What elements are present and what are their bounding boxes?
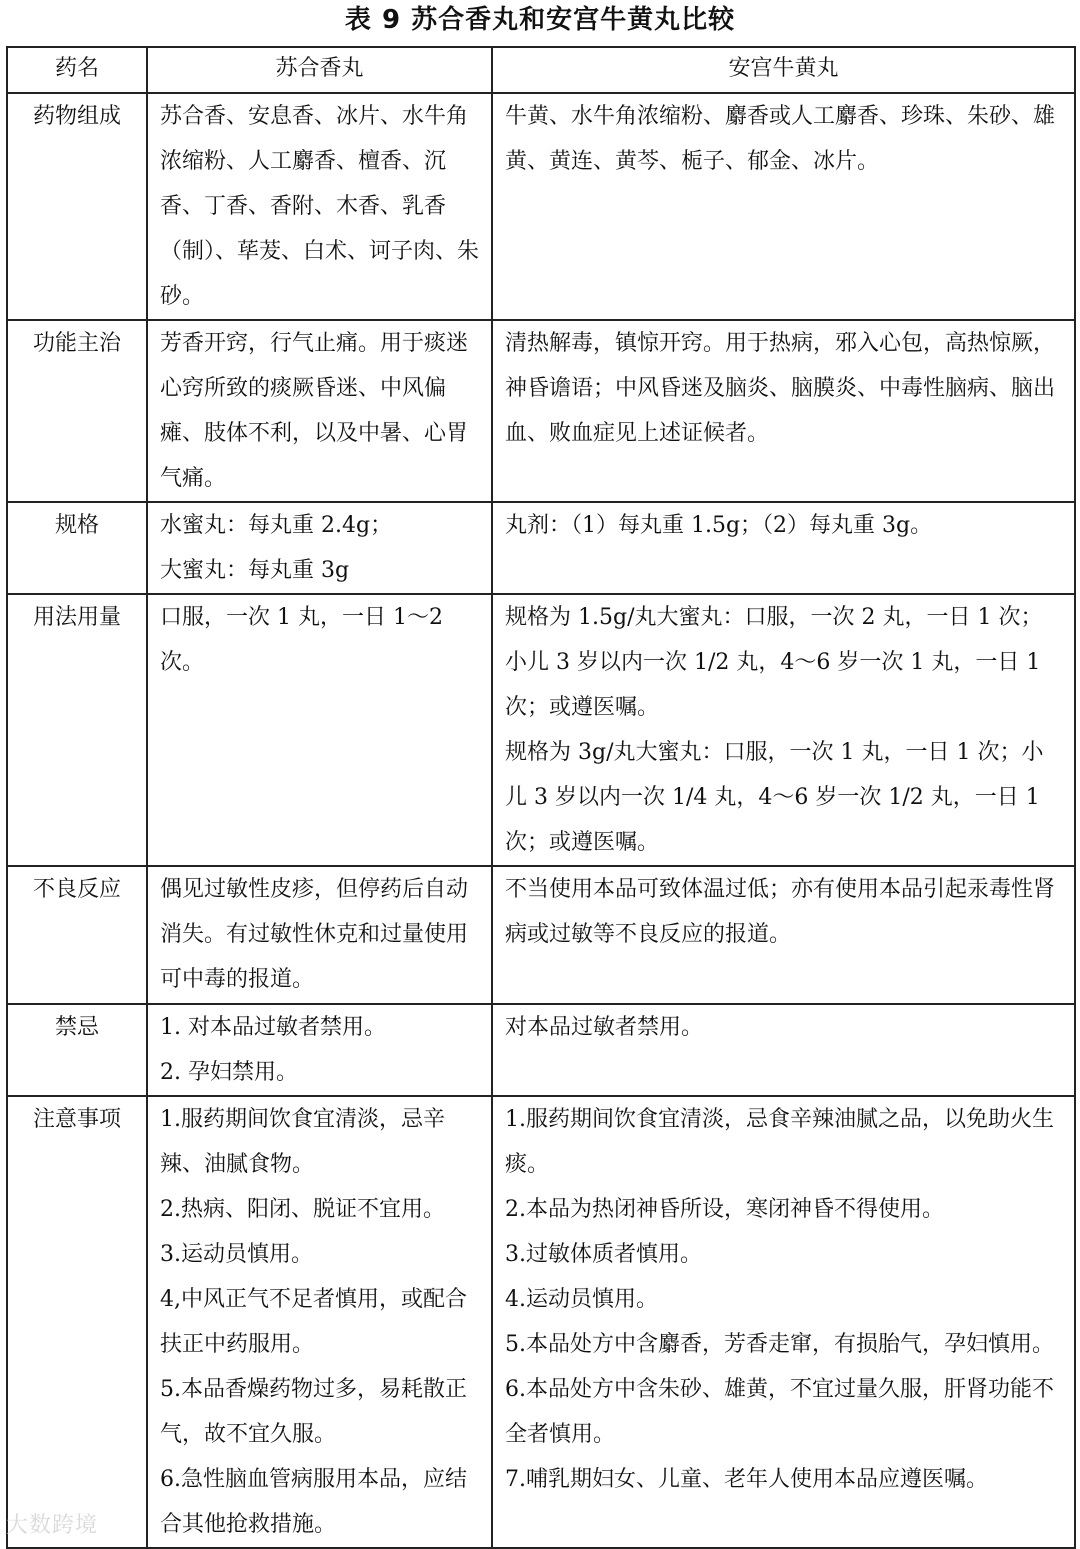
row-label-cell — [7, 594, 147, 866]
cell-paragraph: 1.服药期间饮食宜清淡，忌辛辣、油腻食物。 — [160, 1107, 445, 1177]
angong-cell — [492, 502, 1075, 594]
angong-cell — [492, 93, 1075, 320]
row-label-cell — [7, 93, 147, 320]
cell-paragraph: 1.服药期间饮食宜清淡，忌食辛辣油腻之品，以免助火生痰。 — [505, 1107, 1054, 1177]
cell-paragraph: 6.本品处方中含朱砂、雄黄，不宜过量久服，肝肾功能不全者慎用。 — [505, 1377, 1054, 1447]
cell-paragraph: 牛黄、水牛角浓缩粉、麝香或人工麝香、珍珠、朱砂、雄黄、黄连、黄芩、栀子、郁金、冰片。 — [505, 104, 1056, 174]
row-label: 注意事项 — [32, 1107, 121, 1132]
suhexiang-cell — [147, 594, 492, 866]
header-name-cell: 药名 — [7, 47, 147, 93]
watermark: 大数跨境 — [6, 1513, 99, 1538]
cell-paragraph: 2. 孕妇禁用。 — [160, 1060, 298, 1085]
table-row — [7, 502, 1075, 594]
angong-cell — [492, 1004, 1075, 1096]
row-label-cell — [7, 1004, 147, 1096]
angong-cell — [492, 320, 1075, 502]
cell-paragraph: 规格为 1.5g/丸大蜜丸：口服，一次 2 丸，一日 1 次；小儿 3 岁以内一次 1/2 丸，4～6 岁一次 1 丸，一日 1 次；或遵医嘱。 — [505, 605, 1043, 720]
cell-paragraph: 清热解毒，镇惊开窍。用于热病，邪入心包，高热惊厥，神昏谵语；中风昏迷及脑炎、脑膜炎、中毒性脑病、脑出血、败血症见上述证候者。 — [505, 331, 1056, 446]
cell-paragraph: 不当使用本品可致体温过低；亦有使用本品引起汞毒性肾病或过敏等不良反应的报道。 — [505, 877, 1056, 947]
suhexiang-cell — [147, 1004, 492, 1096]
angong-cell — [492, 1096, 1075, 1548]
table-row — [7, 866, 1075, 1004]
cell-paragraph: 5.本品香燥药物过多，易耗散正气，故不宜久服。 — [160, 1377, 467, 1447]
cell-paragraph: 对本品过敏者禁用。 — [505, 1015, 704, 1040]
angong-cell — [492, 866, 1075, 1004]
cell-paragraph: 口服，一次 1 丸，一日 1～2 次。 — [160, 605, 443, 675]
cell-paragraph: 6.急性脑血管病服用本品，应结合其他抢救措施。 — [160, 1467, 467, 1537]
cell-paragraph: 水蜜丸：每丸重 2.4g； — [160, 513, 393, 538]
cell-paragraph: 2.本品为热闭神昏所设，寒闭神昏不得使用。 — [505, 1197, 944, 1222]
header-angong-cell: 安宫牛黄丸 — [492, 47, 1075, 93]
table-row — [7, 1004, 1075, 1096]
row-label: 功能主治 — [32, 331, 121, 356]
row-label: 禁忌 — [54, 1015, 99, 1040]
suhexiang-cell — [147, 320, 492, 502]
cell-paragraph: 苏合香、安息香、冰片、水牛角浓缩粉、人工麝香、檀香、沉香、丁香、香附、木香、乳香（制）、荜茇、白术、诃子肉、朱砂。 — [160, 104, 480, 309]
row-label: 不良反应 — [32, 877, 121, 902]
header-suhexiang-cell: 苏合香丸 — [147, 47, 492, 93]
cell-paragraph: 丸剂：（1）每丸重 1.5g；（2）每丸重 3g。 — [505, 513, 933, 538]
cell-paragraph: 4.运动员慎用。 — [505, 1287, 658, 1312]
cell-paragraph: 4,中风正气不足者慎用，或配合扶正中药服用。 — [160, 1287, 467, 1357]
suhexiang-cell — [147, 502, 492, 594]
row-label-cell — [7, 320, 147, 502]
table-title: 表 9 苏合香丸和安宫牛黄丸比较 — [344, 5, 736, 35]
cell-paragraph: 芳香开窍，行气止痛。用于痰迷心窍所致的痰厥昏迷、中风偏瘫、肢体不利，以及中暑、心胃气痛。 — [160, 331, 469, 491]
row-label-cell — [7, 866, 147, 1004]
row-label: 规格 — [54, 513, 99, 538]
row-label-cell — [7, 1096, 147, 1548]
table-row — [7, 93, 1075, 320]
cell-paragraph: 3.过敏体质者慎用。 — [505, 1242, 702, 1267]
comparison-table — [6, 46, 1076, 1549]
angong-cell — [492, 594, 1075, 866]
suhexiang-cell — [147, 866, 492, 1004]
cell-paragraph: 大蜜丸：每丸重 3g — [160, 558, 350, 583]
table-row — [7, 594, 1075, 866]
table-row — [7, 1096, 1075, 1548]
suhexiang-cell — [147, 93, 492, 320]
cell-paragraph: 2.热病、阳闭、脱证不宜用。 — [160, 1197, 445, 1222]
cell-paragraph: 规格为 3g/丸大蜜丸：口服，一次 1 丸，一日 1 次；小儿 3 岁以内一次 1/4 丸，4～6 岁一次 1/2 丸，一日 1 次；或遵医嘱。 — [505, 740, 1044, 855]
cell-paragraph: 3.运动员慎用。 — [160, 1242, 313, 1267]
row-label: 药物组成 — [32, 104, 121, 129]
table-row — [7, 320, 1075, 502]
cell-paragraph: 7.哺乳期妇女、儿童、老年人使用本品应遵医嘱。 — [505, 1467, 988, 1492]
suhexiang-cell — [147, 1096, 492, 1548]
header-row — [7, 47, 1075, 93]
row-label-cell — [7, 502, 147, 594]
cell-paragraph: 1. 对本品过敏者禁用。 — [160, 1015, 386, 1040]
row-label: 用法用量 — [32, 605, 121, 630]
cell-paragraph: 5.本品处方中含麝香，芳香走窜，有损胎气，孕妇慎用。 — [505, 1332, 1054, 1357]
cell-paragraph: 偶见过敏性皮疹，但停药后自动消失。有过敏性休克和过量使用可中毒的报道。 — [160, 877, 469, 992]
